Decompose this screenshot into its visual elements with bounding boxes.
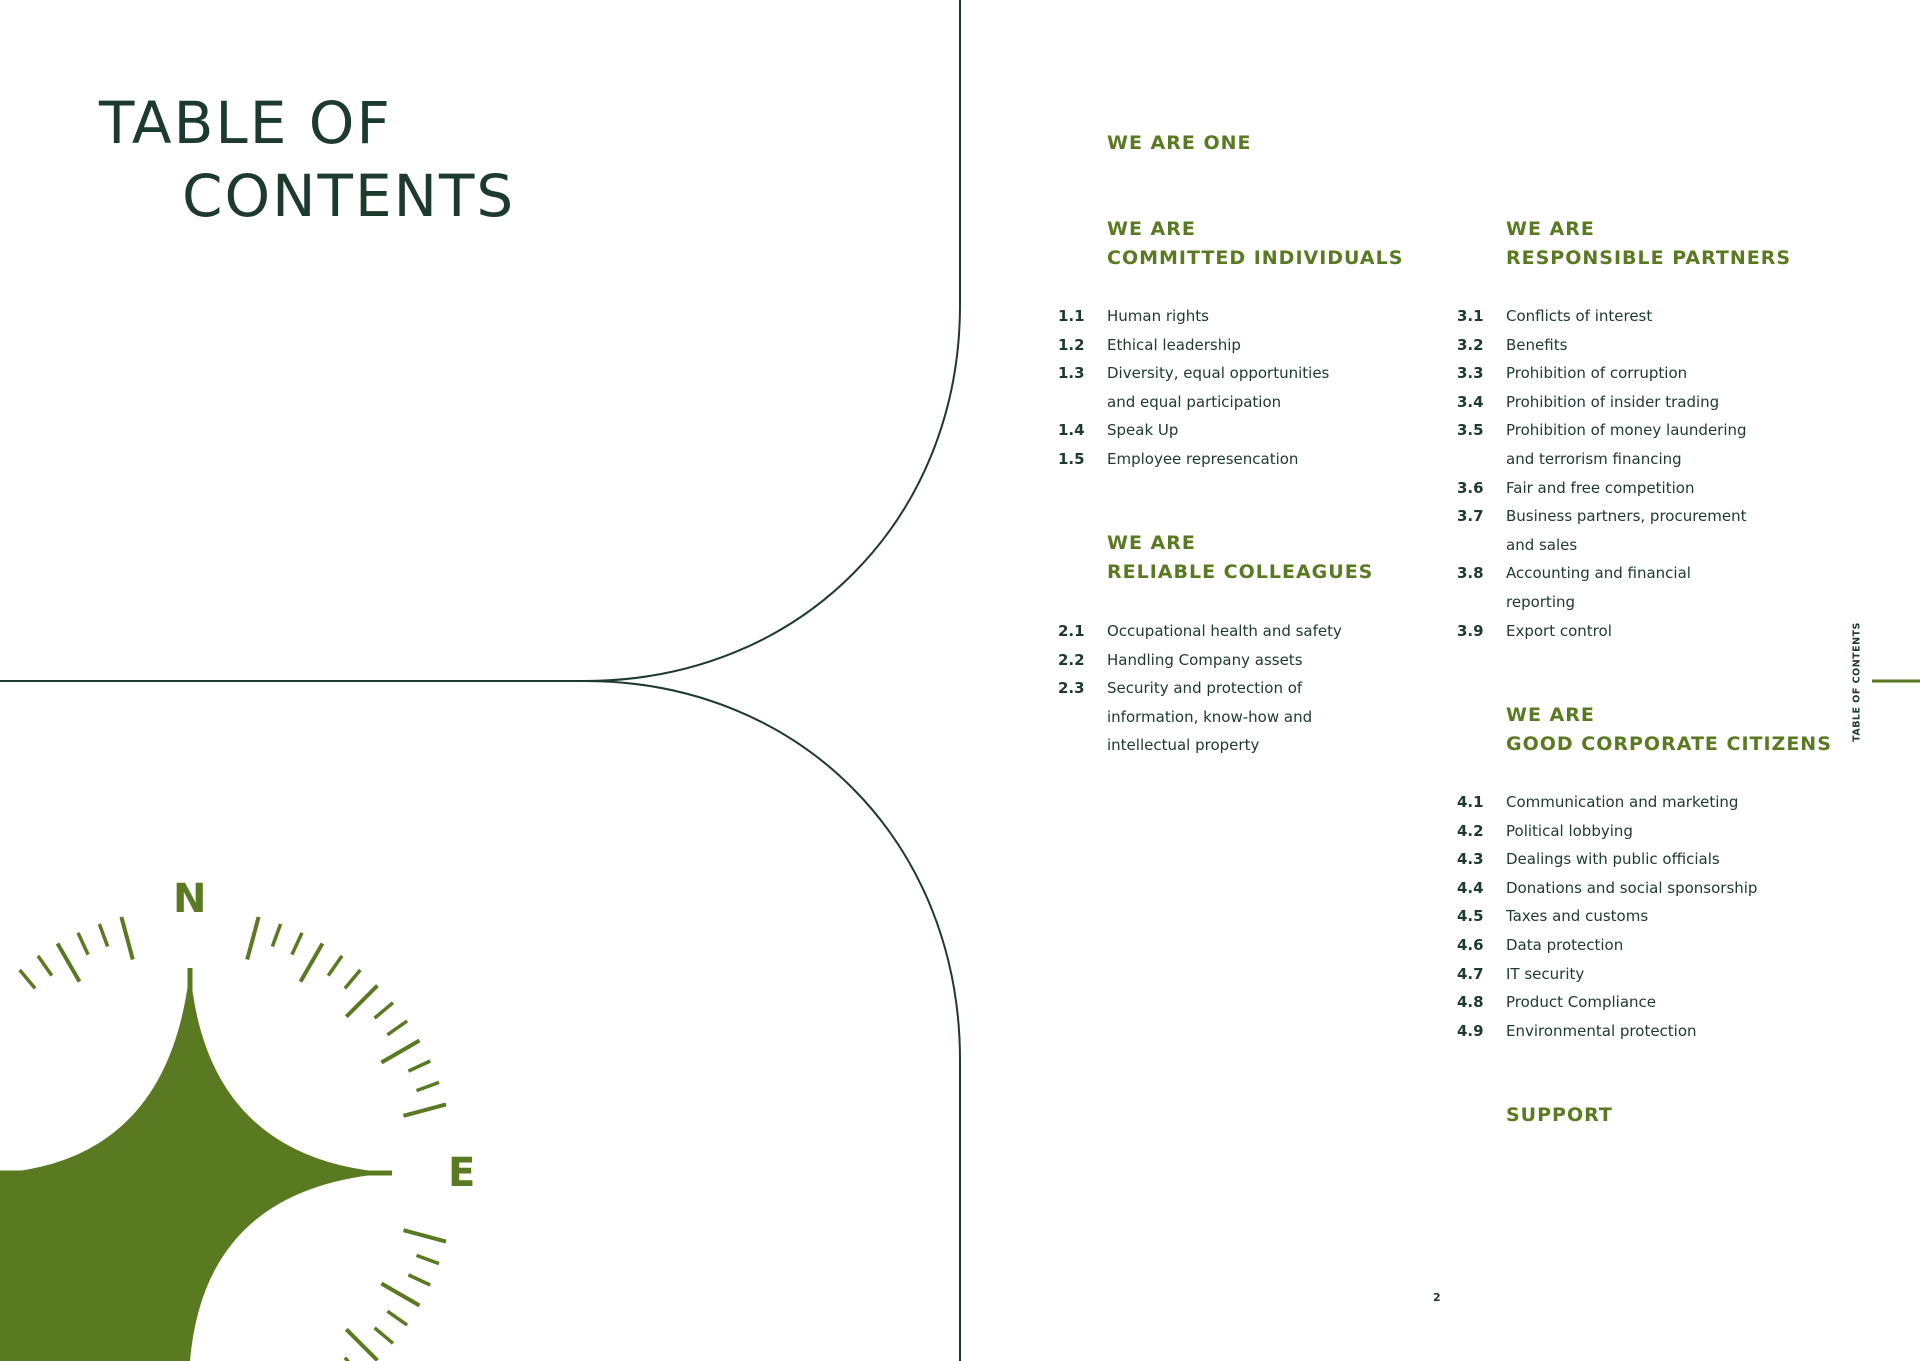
toc-item-title-line: Business partners, procurement [1506, 507, 1747, 526]
toc-item-number: 2.1 [1058, 622, 1085, 640]
toc-item-title-line: and terrorism financing [1506, 449, 1682, 468]
toc-item[interactable] [1058, 445, 1329, 474]
toc-item-number: 2.3 [1058, 679, 1085, 698]
toc-item-title [1107, 331, 1241, 360]
toc-item-number: 3.9 [1457, 621, 1484, 640]
toc-item-number: 4.8 [1457, 993, 1484, 1012]
toc-item-title-line: information, know-how and [1107, 707, 1313, 726]
compass-tick [38, 956, 52, 976]
toc-item-title [1506, 960, 1584, 989]
toc-item[interactable] [1058, 359, 1329, 416]
heading-we-are-one[interactable] [1107, 129, 1252, 158]
toc-item[interactable] [1457, 1017, 1757, 1046]
toc-item-title [1506, 559, 1691, 616]
toc-item-title [1107, 617, 1342, 646]
heading-line: RELIABLE COLLEAGUES [1107, 561, 1374, 583]
toc-item-title-line: and sales [1506, 535, 1578, 554]
compass-tick [387, 1021, 407, 1035]
toc-item-title-line: Employee represencation [1107, 449, 1299, 468]
toc-item-number: 3.7 [1457, 507, 1484, 526]
compass-tick [345, 1358, 360, 1361]
toc-item[interactable] [1457, 931, 1757, 960]
toc-item-number: 3.4 [1457, 392, 1484, 411]
toc-item[interactable] [1457, 416, 1747, 473]
toc-item-title-line: IT security [1506, 964, 1585, 983]
toc-item-number: 4.1 [1457, 793, 1484, 811]
toc-item-number: 1.4 [1058, 421, 1085, 440]
heading-responsible-partners[interactable] [1506, 215, 1791, 273]
heading-line: SUPPORT [1506, 1104, 1613, 1126]
toc-item-title-line: Political lobbying [1506, 821, 1633, 840]
toc-item-title-line: Taxes and customs [1506, 907, 1649, 926]
toc-item[interactable] [1457, 788, 1757, 817]
toc-item-title-line: Dealings with public officials [1506, 850, 1720, 869]
toc-item[interactable] [1457, 874, 1757, 903]
compass-tick [346, 1329, 377, 1360]
toc-item-title-line: and equal participation [1107, 392, 1282, 411]
toc-item[interactable] [1457, 845, 1757, 874]
compass-tick [99, 924, 107, 947]
toc-item[interactable] [1457, 902, 1757, 931]
compass-tick [417, 1255, 440, 1263]
toc-item-title-line: Fair and free competition [1506, 478, 1695, 497]
toc-item-number: 3.1 [1457, 307, 1484, 325]
toc-item-title [1506, 474, 1694, 503]
divider-curve [585, 0, 960, 1361]
toc-item-title [1107, 359, 1329, 416]
compass-tick [345, 970, 360, 988]
page-number: 2 [1433, 1291, 1441, 1304]
toc-item-title-line: Prohibition of insider trading [1506, 392, 1720, 411]
toc-item[interactable] [1457, 331, 1747, 360]
toc-item[interactable] [1457, 817, 1757, 846]
heading-line: WE ARE ONE [1107, 132, 1252, 154]
toc-item[interactable] [1457, 502, 1747, 559]
toc-list-citizens [1457, 788, 1757, 1045]
toc-item-title-line: Prohibition of money laundering [1506, 421, 1747, 440]
toc-item[interactable] [1457, 388, 1747, 417]
toc-item[interactable] [1457, 359, 1747, 388]
compass-star-icon [0, 968, 392, 1361]
compass-east-label: E [448, 1150, 476, 1196]
compass-tick [404, 1104, 447, 1115]
compass-tick [387, 1311, 407, 1325]
toc-item-title-line: Occupational health and safety [1107, 622, 1342, 640]
toc-item-number: 3.6 [1457, 478, 1484, 497]
heading-line: WE ARE [1107, 218, 1196, 240]
toc-item-number: 3.5 [1457, 421, 1484, 440]
compass-tick [58, 944, 80, 982]
toc-item-title-line: Donations and social sponsorship [1506, 878, 1758, 897]
toc-item-title [1506, 788, 1738, 817]
toc-item-title-line: Product Compliance [1506, 993, 1657, 1012]
compass-tick [328, 956, 342, 976]
toc-item[interactable] [1058, 331, 1329, 360]
toc-item-number: 1.2 [1058, 335, 1085, 354]
heading-committed-individuals[interactable] [1107, 215, 1403, 273]
toc-item[interactable] [1058, 302, 1329, 331]
toc-item-number: 1.5 [1058, 449, 1085, 468]
toc-item[interactable] [1457, 617, 1747, 646]
toc-item-title-line: Prohibition of corruption [1506, 364, 1688, 383]
toc-item-title-line: Accounting and financial [1506, 564, 1691, 583]
heading-line: WE ARE [1506, 218, 1595, 240]
toc-item-title [1506, 302, 1652, 331]
compass-tick [375, 1328, 393, 1343]
page-title-line-1: TABLE OF [99, 89, 392, 157]
heading-line: RESPONSIBLE PARTNERS [1506, 247, 1792, 269]
side-section-label: TABLE OF CONTENTS [1851, 622, 1863, 742]
compass-tick [301, 944, 323, 982]
compass-tick [408, 1275, 430, 1285]
heading-reliable-colleagues[interactable] [1107, 529, 1373, 587]
toc-item-title [1506, 902, 1648, 931]
toc-item-title [1506, 988, 1656, 1017]
toc-item-title [1107, 646, 1303, 675]
compass-tick [381, 1284, 419, 1306]
toc-item[interactable] [1058, 617, 1342, 646]
toc-item-title [1506, 874, 1757, 903]
page-title-line-2: CONTENTS [182, 162, 516, 230]
toc-item-number: 2.2 [1058, 650, 1085, 669]
compass-tick [292, 933, 302, 955]
toc-item[interactable] [1457, 474, 1747, 503]
toc-item-number: 3.8 [1457, 564, 1484, 583]
toc-item-title [1506, 416, 1747, 473]
heading-line: COMMITTED INDIVIDUALS [1107, 247, 1404, 269]
toc-item-title-line: Conflicts of interest [1506, 307, 1653, 325]
compass-tick [417, 1082, 440, 1090]
toc-list-committed [1058, 302, 1329, 474]
toc-item-title [1107, 674, 1312, 760]
toc-item-title-line: Security and protection of [1107, 679, 1303, 698]
toc-item-title [1506, 388, 1719, 417]
toc-item-title [1506, 331, 1567, 360]
toc-item-title-line: Communication and marketing [1506, 793, 1739, 811]
toc-item-number: 4.2 [1457, 821, 1484, 840]
toc-item-title [1506, 617, 1612, 646]
toc-item-number: 4.6 [1457, 935, 1484, 954]
toc-item-title [1506, 1017, 1697, 1046]
toc-item-title-line: Speak Up [1107, 421, 1179, 440]
toc-item-title-line: Data protection [1506, 935, 1624, 954]
toc-item-title-line: Benefits [1506, 335, 1568, 354]
toc-item-title [1107, 302, 1209, 331]
toc-item-title-line: intellectual property [1107, 736, 1260, 755]
toc-item-number: 1.3 [1058, 364, 1085, 383]
compass-tick [247, 917, 258, 960]
toc-item-number: 3.3 [1457, 364, 1484, 383]
toc-item[interactable] [1457, 988, 1757, 1017]
toc-item-title [1506, 502, 1747, 559]
compass-tick [121, 917, 132, 960]
toc-item[interactable] [1457, 960, 1757, 989]
compass-tick [375, 1003, 393, 1018]
toc-item-number: 4.7 [1457, 964, 1484, 983]
toc-item[interactable] [1058, 674, 1342, 760]
toc-item-number: 4.5 [1457, 907, 1484, 926]
compass-tick [272, 924, 280, 947]
toc-item-title-line: Diversity, equal opportunities [1107, 364, 1330, 383]
compass-tick [408, 1061, 430, 1071]
heading-line: GOOD CORPORATE CITIZENS [1506, 733, 1832, 755]
toc-item-title-line: Human rights [1107, 307, 1209, 325]
compass-tick [346, 986, 377, 1017]
toc-list-reliable [1058, 617, 1342, 760]
toc-item-title-line: reporting [1506, 592, 1576, 611]
toc-item-title [1107, 445, 1298, 474]
compass-north-label: N [173, 876, 207, 922]
toc-item-number: 4.3 [1457, 850, 1484, 869]
compass-tick [381, 1041, 419, 1063]
toc-item-number: 4.4 [1457, 878, 1484, 897]
toc-item-number: 4.9 [1457, 1021, 1484, 1040]
toc-list-responsible [1457, 302, 1747, 645]
heading-line: WE ARE [1506, 704, 1595, 726]
toc-item-title-line: Export control [1506, 621, 1612, 640]
toc-item-title [1107, 416, 1178, 445]
toc-item-title-line: Environmental protection [1506, 1021, 1697, 1040]
toc-item[interactable] [1457, 302, 1747, 331]
compass-tick [20, 970, 35, 988]
toc-item[interactable] [1058, 416, 1329, 445]
toc-item[interactable] [1058, 646, 1342, 675]
toc-item[interactable] [1457, 559, 1747, 616]
toc-item-title-line: Handling Company assets [1107, 650, 1303, 669]
toc-item-title [1506, 931, 1623, 960]
compass-tick [78, 933, 88, 955]
compass-tick [404, 1230, 447, 1241]
heading-line: WE ARE [1107, 532, 1196, 554]
heading-support[interactable] [1506, 1101, 1613, 1130]
toc-item-title [1506, 845, 1720, 874]
heading-good-corporate-citizens[interactable] [1506, 701, 1832, 759]
toc-item-title [1506, 359, 1687, 388]
toc-item-title [1506, 817, 1633, 846]
toc-item-title-line: Ethical leadership [1107, 335, 1241, 354]
toc-item-number: 1.1 [1058, 307, 1085, 325]
toc-item-number: 3.2 [1457, 335, 1484, 354]
